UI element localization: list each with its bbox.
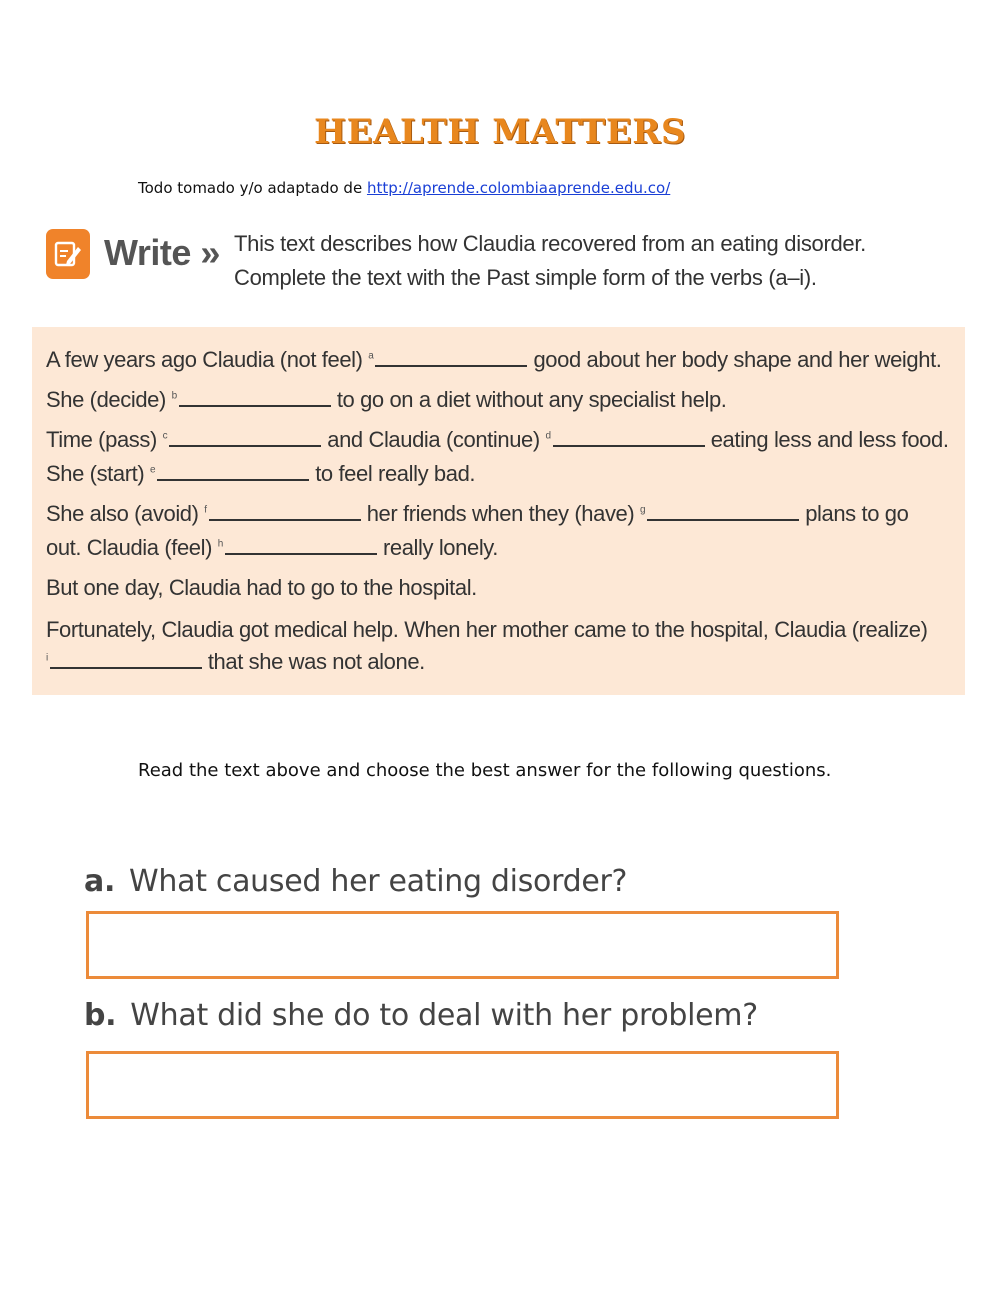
blank-letter: h bbox=[217, 538, 223, 550]
pencil-edit-icon bbox=[46, 229, 90, 279]
question-b bbox=[84, 998, 758, 1033]
exercise-text: eating less and less food. bbox=[710, 427, 949, 452]
questions-instruction: Read the text above and choose the best answer for the following questions. bbox=[138, 760, 832, 781]
exercise-line-1 bbox=[46, 347, 942, 373]
exercise-line-8: Fortunately, Claudia got medical help. When her mother came to the hospital, Claudia (realize) bbox=[46, 617, 928, 642]
exercise-line-9 bbox=[46, 649, 425, 675]
answer-box-b[interactable] bbox=[86, 1051, 839, 1119]
exercise-line-6 bbox=[46, 535, 498, 561]
blank-c[interactable] bbox=[169, 429, 321, 447]
exercise-text: out. Claudia (feel) bbox=[46, 535, 218, 560]
question-letter: b. bbox=[84, 998, 117, 1033]
exercise-line-3 bbox=[46, 427, 949, 453]
source-link[interactable]: http://aprende.colombiaaprende.edu.co/ bbox=[366, 179, 671, 197]
exercise-line-2 bbox=[46, 387, 727, 413]
write-instruction-line: Complete the text with the Past simple form of the verbs (a–i). bbox=[234, 265, 817, 290]
exercise-line-4 bbox=[46, 461, 475, 487]
blank-letter: i bbox=[46, 652, 48, 664]
question-text: What caused her eating disorder? bbox=[129, 864, 628, 899]
blank-letter: b bbox=[171, 390, 177, 402]
exercise-panel bbox=[32, 327, 965, 695]
question-text: What did she do to deal with her problem? bbox=[130, 998, 758, 1033]
blank-letter: a bbox=[368, 350, 374, 362]
blank-letter: f bbox=[204, 504, 207, 516]
exercise-text: A few years ago Claudia (not feel) bbox=[46, 347, 369, 372]
exercise-text: and Claudia (continue) bbox=[327, 427, 546, 452]
blank-f[interactable] bbox=[209, 503, 361, 521]
blank-letter: e bbox=[150, 464, 156, 476]
source-prefix: Todo tomado y/o adaptado de bbox=[138, 179, 367, 197]
exercise-line-5 bbox=[46, 501, 908, 527]
blank-i[interactable] bbox=[50, 651, 202, 669]
answer-box-a[interactable] bbox=[86, 911, 839, 979]
write-heading: Write » bbox=[104, 232, 220, 273]
exercise-line-7: But one day, Claudia had to go to the hospital. bbox=[46, 575, 477, 600]
exercise-text: her friends when they (have) bbox=[366, 501, 641, 526]
exercise-text: She (decide) bbox=[46, 387, 172, 412]
question-letter: a. bbox=[84, 864, 116, 899]
blank-a[interactable] bbox=[375, 349, 527, 367]
source-credit bbox=[138, 179, 670, 197]
blank-letter: c bbox=[162, 430, 168, 442]
blank-letter: g bbox=[640, 504, 646, 516]
blank-d[interactable] bbox=[553, 429, 705, 447]
write-instruction-line: This text describes how Claudia recovered from an eating disorder. bbox=[234, 231, 866, 256]
exercise-text: to go on a diet without any specialist help. bbox=[336, 387, 727, 412]
write-instructions bbox=[234, 227, 866, 295]
exercise-text: that she was not alone. bbox=[207, 649, 425, 674]
blank-e[interactable] bbox=[157, 463, 309, 481]
exercise-text: Time (pass) bbox=[46, 427, 163, 452]
blank-g[interactable] bbox=[647, 503, 799, 521]
exercise-text: plans to go bbox=[805, 501, 909, 526]
exercise-text: really lonely. bbox=[382, 535, 498, 560]
exercise-text: good about her body shape and her weight. bbox=[533, 347, 942, 372]
blank-letter: d bbox=[545, 430, 551, 442]
page-title: HEALTH MATTERS bbox=[313, 112, 687, 152]
exercise-text: She also (avoid) bbox=[46, 501, 205, 526]
question-a bbox=[84, 864, 627, 899]
exercise-text: She (start) bbox=[46, 461, 151, 486]
blank-h[interactable] bbox=[225, 537, 377, 555]
exercise-text: to feel really bad. bbox=[315, 461, 476, 486]
blank-b[interactable] bbox=[179, 389, 331, 407]
